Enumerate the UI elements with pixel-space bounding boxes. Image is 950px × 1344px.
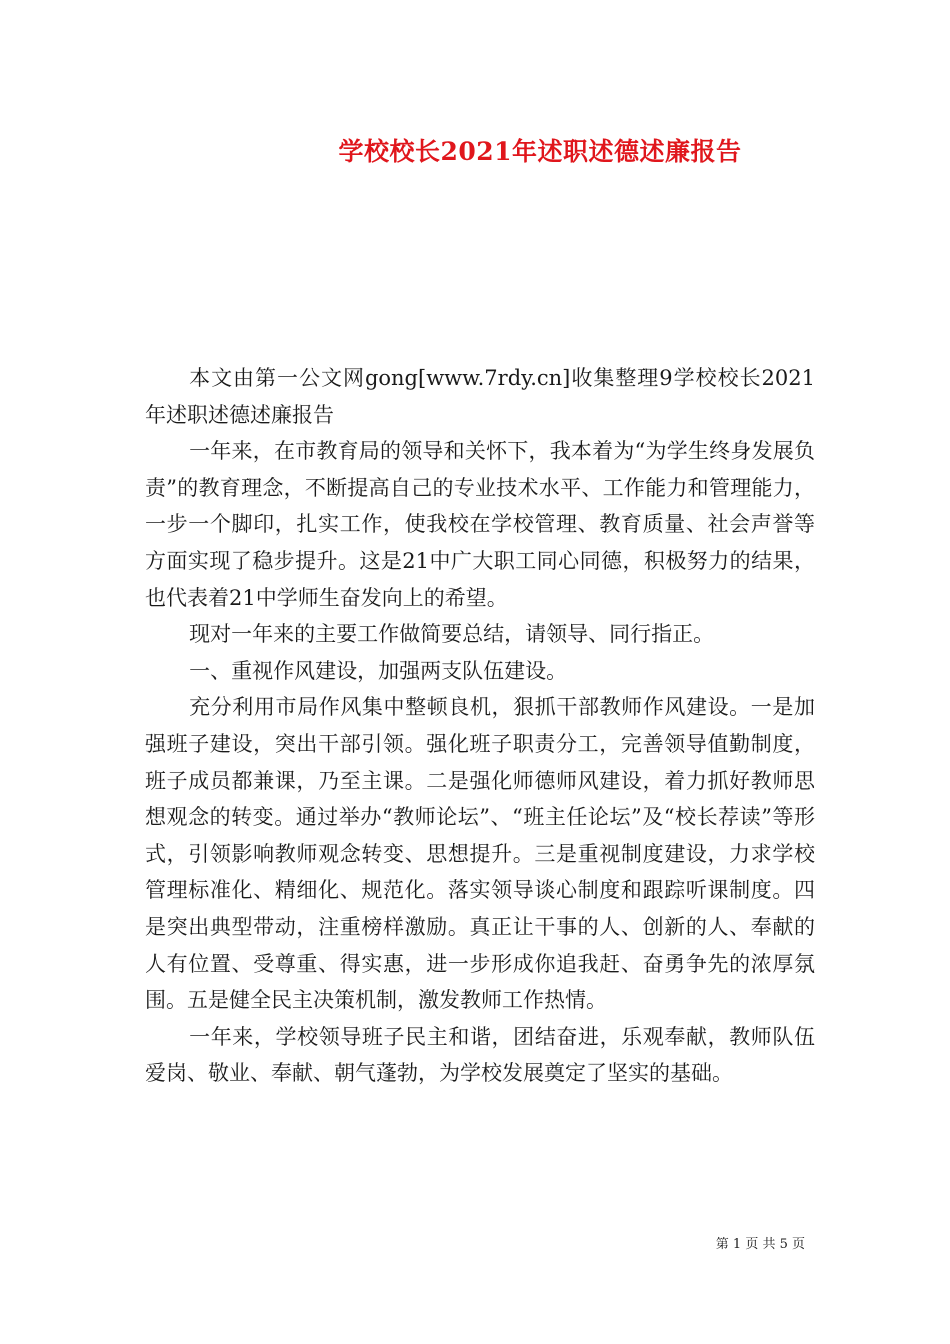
- paragraph-summary-note: 现对一年来的主要工作做简要总结，请领导、同行指正。: [189, 622, 715, 647]
- document-title: 学校校长2021年述职述德述廉报告: [338, 137, 742, 166]
- paragraph-source: 本文由第一公文网gong[www.7rdy.cn]收集整理9学校校长2021年述职述德述廉报告: [145, 366, 815, 427]
- paragraph-section-1-result: 一年来，学校领导班子民主和谐，团结奋进，乐观奉献，教师队伍爱岗、敬业、奉献、朝气蓬勃，为学校发展奠定了坚实的基础。: [145, 1024, 815, 1086]
- paragraph-intro: 一年来，在市教育局的领导和关怀下，我本着为“为学生终身发展负责”的教育理念，不断提高自己的专业技术水平、工作能力和管理能力，一步一个脚印，扎实工作，使我校在学校管理、教育质量、社会声誉等方面实现了稳步提升。这是21中广大职工同心同德，积极努力的结果，也代表着21中学师生奋发向上的希望。: [145, 439, 815, 610]
- document-body: [145, 360, 815, 1092]
- paragraph-section-1: 充分利用市局作风集中整顿良机，狠抓干部教师作风建设。一是加强班子建设，突出干部引领。强化班子职责分工，完善领导值勤制度，班子成员都兼课，乃至主课。二是强化师德师风建设，着力抓好教师思想观念的转变。通过举办“教师论坛”、“班主任论坛”及“校长荐读”等形式，引领影响教师观念转变、思想提升。三是重视制度建设，力求学校管理标准化、精细化、规范化。落实领导谈心制度和跟踪听课制度。四是突出典型带动，注重榜样激励。真正让干事的人、创新的人、奉献的人有位置、受尊重、得实惠，进一步形成你追我赶、奋勇争先的浓厚氛围。五是健全民主决策机制，激发教师工作热情。: [145, 695, 815, 1013]
- section-heading-1: 一、重视作风建设，加强两支队伍建设。: [189, 658, 568, 683]
- page-number: 第 1 页 共 5 页: [715, 1237, 805, 1252]
